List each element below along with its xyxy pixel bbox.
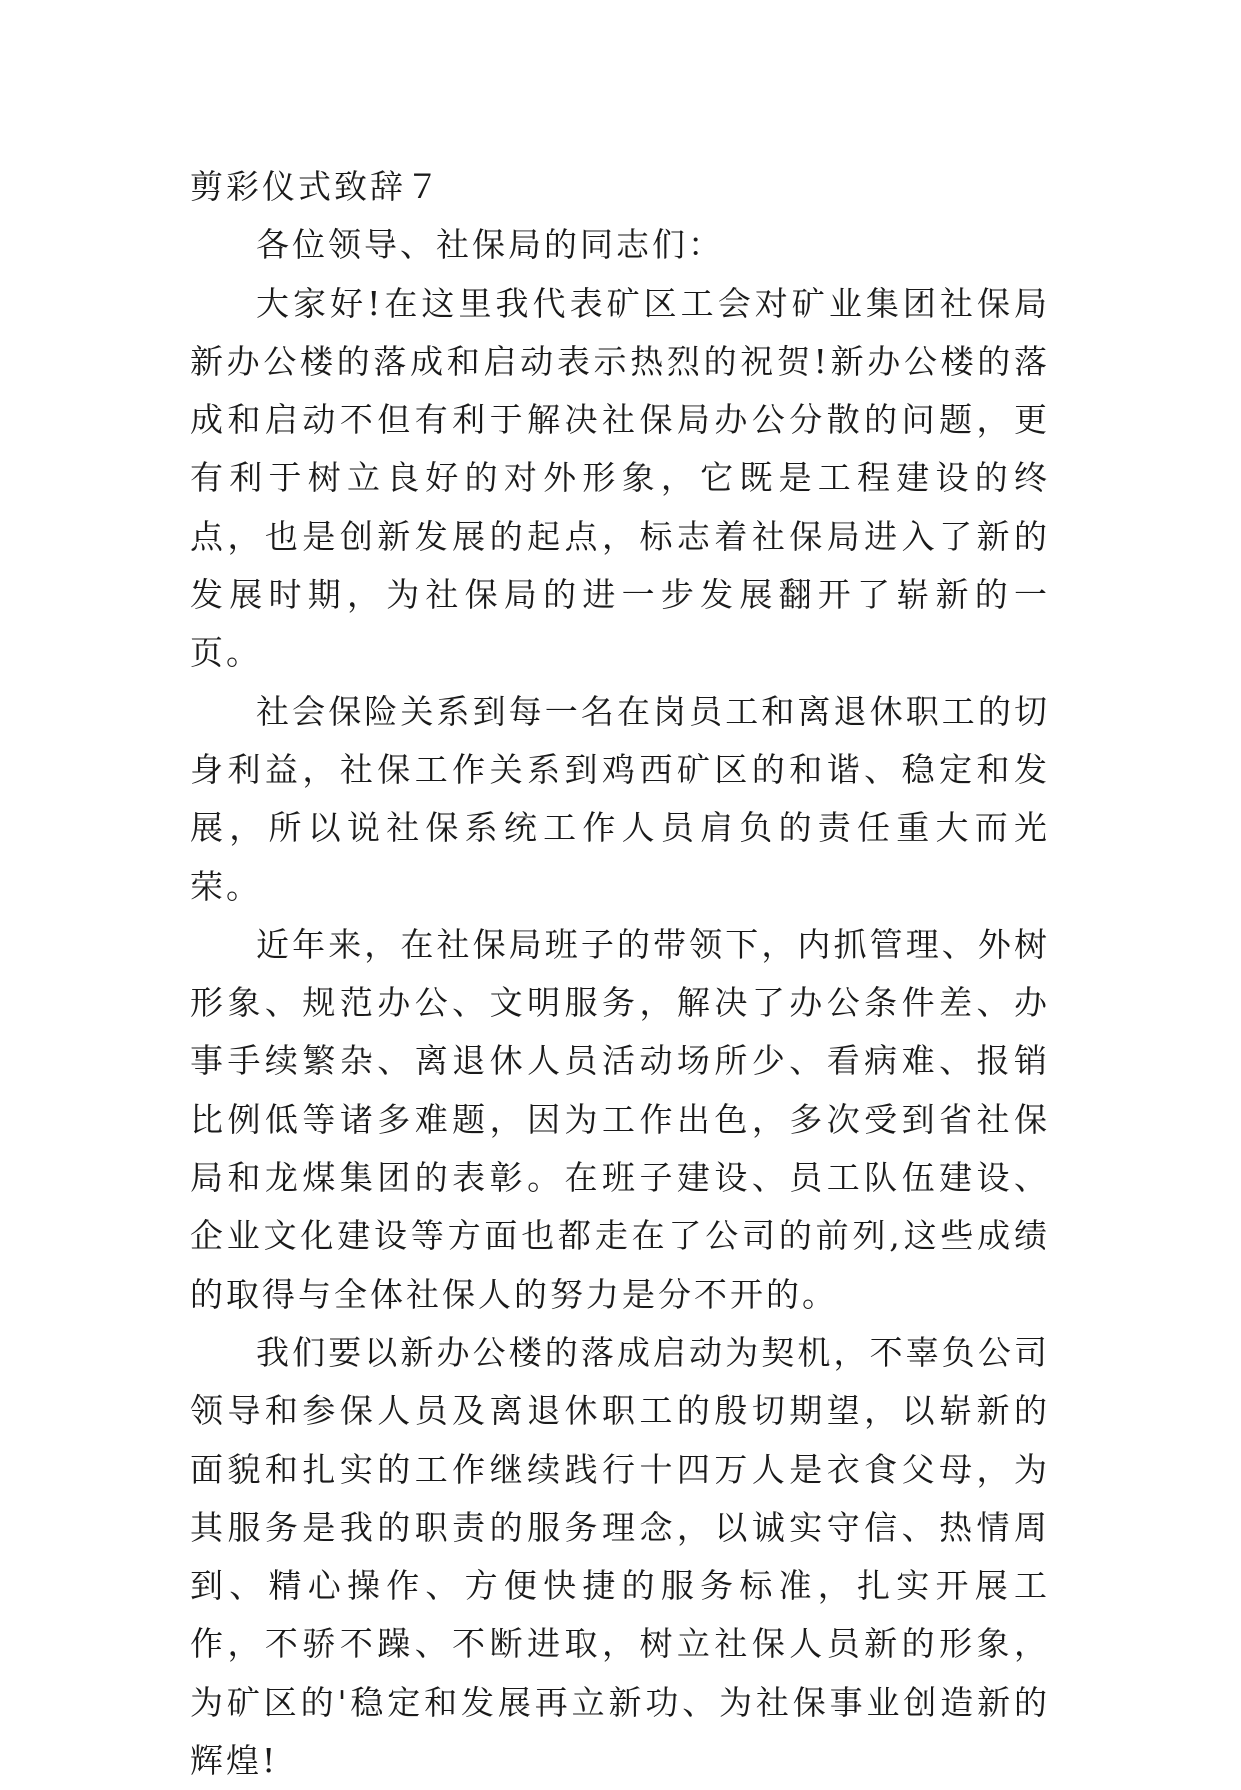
paragraph-achievements: 近年来，在社保局班子的带领下，内抓管理、外树形象、规范办公、文明服务，解决了办公条件差、办事手续繁杂、离退休人员活动场所少、看病难、报销比例低等诸多难题，因为工作出色，多次受到省社保局和龙煤集团的表彰。在班子建设、员工队伍建设、企业文化建设等方面也都走在了公司的前列,这些成绩的取得与全体社保人的努力是分不开的。 (190, 924, 1050, 1314)
paragraph-congratulations: 大家好!在这里我代表矿区工会对矿业集团社保局新办公楼的落成和启动表示热烈的祝贺!新办公楼的落成和启动不但有利于解决社保局办公分散的问题，更有利于树立良好的对外形象，它既是工程建设的终点，也是创新发展的起点，标志着社保局进入了新的发展时期，为社保局的进一步发展翻开了崭新的一页。 (190, 283, 1050, 673)
paragraph-outlook: 我们要以新办公楼的落成启动为契机，不辜负公司领导和参保人员及离退休职工的殷切期望，以崭新的面貌和扎实的工作继续践行十四万人是衣食父母，为其服务是我的职责的服务理念，以诚实守信、热情周到、精心操作、方便快捷的服务标准，扎实开展工作，不骄不躁、不断进取，树立社保人员新的形象，为矿区的'稳定和发展再立新功、为社保事业创造新的辉煌! (190, 1332, 1050, 1781)
paragraph-greeting: 各位领导、社保局的同志们： (256, 225, 724, 265)
document-title: 剪彩仪式致辞７ (190, 167, 442, 206)
paragraph-social-insurance: 社会保险关系到每一名在岗员工和离退休职工的切身利益，社保工作关系到鸡西矿区的和谐、稳定和发展，所以说社保系统工作人员肩负的责任重大而光荣。 (190, 691, 1050, 906)
document-body (190, 158, 1050, 1790)
